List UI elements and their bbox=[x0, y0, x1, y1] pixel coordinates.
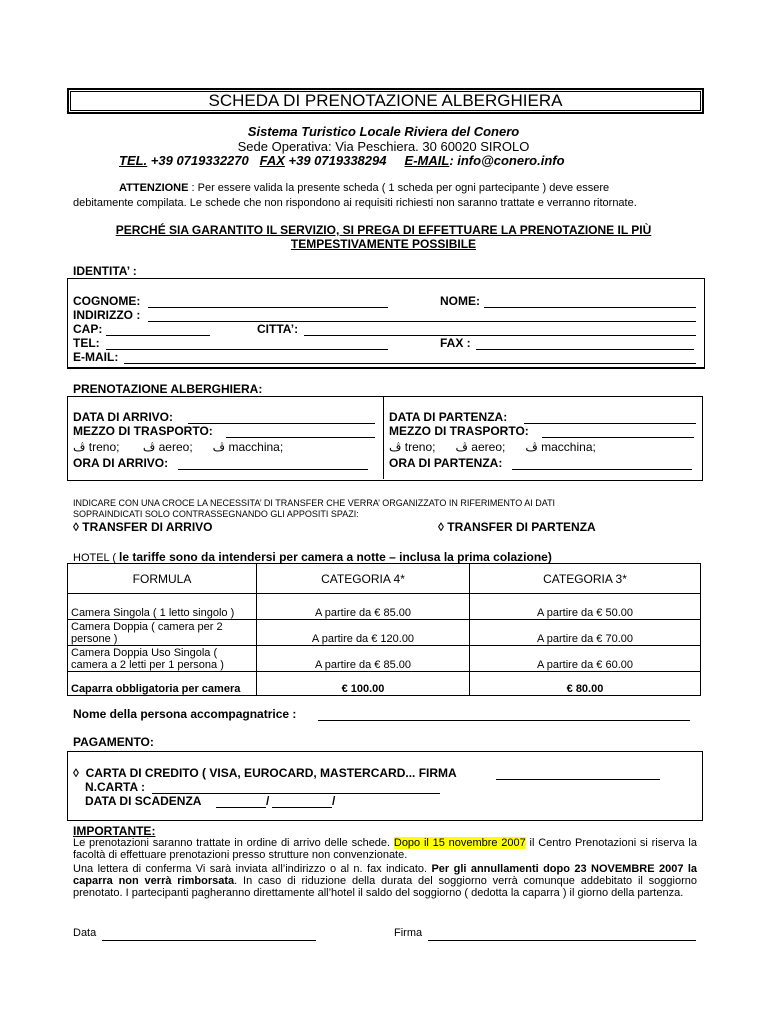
indirizzo-label: INDIRIZZO : bbox=[73, 308, 141, 322]
table-header-row bbox=[68, 564, 701, 594]
transfer-departure-option[interactable]: ◊ TRANSFER DI PARTENZA bbox=[438, 520, 596, 534]
departure-time-field[interactable] bbox=[512, 458, 692, 470]
fax-field-label: FAX : bbox=[440, 336, 471, 350]
fax-value: +39 0719338294 bbox=[284, 153, 387, 168]
card-number-field[interactable] bbox=[152, 782, 440, 794]
departure-date-label: DATA DI PARTENZA: bbox=[389, 410, 508, 424]
arrival-date-field[interactable] bbox=[188, 412, 375, 424]
hotel-heading: HOTEL ( le tariffe sono da intendersi per camera a notte – inclusa la prima colazione) bbox=[73, 550, 552, 564]
table-row bbox=[68, 594, 701, 620]
date-field[interactable] bbox=[102, 929, 316, 941]
price-cell: A partire da € 85.00 bbox=[257, 594, 470, 620]
tel-field-label: TEL: bbox=[73, 336, 100, 350]
departure-time-label: ORA DI PARTENZA: bbox=[389, 456, 503, 470]
transfer-note-1: INDICARE CON UNA CROCE LA NECESSITA’ DI TRANSFER CHE VERRA’ ORGANIZZATO IN RIFERIMENTO AI DATI bbox=[73, 498, 556, 508]
formula-cell: Camera Doppia ( camera per 2 persone ) bbox=[68, 620, 257, 646]
price-cell: A partire da € 60.00 bbox=[470, 646, 701, 672]
diamond-icon[interactable]: ◊ bbox=[73, 520, 79, 534]
diamond-icon[interactable]: ◊ bbox=[438, 520, 444, 534]
table-row bbox=[68, 646, 701, 672]
arrival-time-label: ORA DI ARRIVO: bbox=[73, 456, 169, 470]
formula-cell: Caparra obbligatoria per camera bbox=[68, 672, 257, 696]
checkbox-train-departure[interactable]: ڤ bbox=[389, 440, 402, 454]
tel-value: +39 0719332270 bbox=[147, 153, 249, 168]
citta-field[interactable] bbox=[304, 324, 696, 336]
arrival-transport-label: MEZZO DI TRASPORTO: bbox=[73, 424, 213, 438]
table-header: CATEGORIA 3* bbox=[470, 564, 701, 594]
organization-address: Sede Operativa: Via Peschiera. 30 60020 SIROLO bbox=[237, 139, 530, 154]
checkbox-plane-departure[interactable]: ڤ bbox=[455, 440, 468, 454]
price-cell: A partire da € 70.00 bbox=[470, 620, 701, 646]
cap-label: CAP: bbox=[73, 322, 103, 336]
table-header: CATEGORIA 4* bbox=[257, 564, 470, 594]
checkbox-car-arrival[interactable]: ڤ bbox=[212, 440, 226, 454]
important-heading: IMPORTANTE: bbox=[73, 824, 156, 838]
departure-date-field[interactable] bbox=[524, 412, 696, 424]
departure-transport-options: ڤ treno; ڤ aereo; ڤ macchina; bbox=[389, 440, 596, 454]
table-header: FORMULA bbox=[68, 564, 257, 594]
arrival-transport-field[interactable] bbox=[226, 426, 375, 438]
fax-field[interactable] bbox=[476, 338, 694, 350]
arrival-time-field[interactable] bbox=[178, 458, 368, 470]
organization-name: Sistema Turistico Locale Riviera del Conero bbox=[247, 124, 520, 139]
checkbox-train-arrival[interactable]: ڤ bbox=[73, 440, 86, 454]
email-value: : info@conero.info bbox=[449, 153, 565, 168]
expiry-year-field[interactable] bbox=[272, 796, 332, 808]
checkbox-plane-arrival[interactable]: ڤ bbox=[142, 440, 156, 454]
price-cell: A partire da € 85.00 bbox=[257, 646, 470, 672]
tel-label: TEL. bbox=[119, 153, 148, 168]
checkbox-car-departure[interactable]: ڤ bbox=[525, 440, 538, 454]
email-field-label: E-MAIL: bbox=[73, 350, 119, 364]
notice-line-1: ATTENZIONE : Per essere valida la presente scheda ( 1 scheda per ogni partecipante ) deve essere bbox=[119, 182, 610, 194]
identity-heading: IDENTITA’ : bbox=[73, 264, 137, 278]
companion-field[interactable] bbox=[318, 709, 690, 721]
signature-label: Firma bbox=[394, 927, 423, 939]
important-paragraph-1: Le prenotazioni saranno trattate in ordine di arrivo delle schede. Dopo il 15 novembre 2007 il Centro Prenotazioni si riserva la facoltà di effettuare prenotazioni presso strutture non convenzionate. bbox=[73, 837, 697, 861]
date-label: Data bbox=[73, 927, 97, 939]
departure-transport-field[interactable] bbox=[542, 426, 694, 438]
formula-cell: Camera Singola ( 1 letto singolo ) bbox=[68, 594, 257, 620]
page-title: SCHEDA DI PRENOTAZIONE ALBERGHIERA bbox=[67, 88, 704, 114]
signature-card-field[interactable] bbox=[496, 768, 660, 780]
payment-heading: PAGAMENTO: bbox=[73, 735, 154, 749]
expiry-slash: / bbox=[332, 794, 336, 808]
signature-field[interactable] bbox=[428, 929, 696, 941]
companion-label: Nome della persona accompagnatrice : bbox=[73, 707, 297, 721]
transfer-note-2: SOPRAINDICATI SOLO CONTRASSEGNANDO GLI APPOSITI SPAZI: bbox=[73, 509, 359, 519]
indirizzo-field[interactable] bbox=[148, 310, 696, 322]
booking-divider bbox=[383, 396, 384, 479]
nome-label: NOME: bbox=[440, 294, 480, 308]
price-cell: € 100.00 bbox=[257, 672, 470, 696]
notice-line-2: debitamente compilata. Le schede che non rispondono ai requisiti richiesti non saranno trattate e verranno ritornate. bbox=[73, 197, 637, 209]
rates-table bbox=[67, 563, 701, 696]
cap-field[interactable] bbox=[106, 324, 210, 336]
formula-cell: Camera Doppia Uso Singola ( camera a 2 letti per 1 persona ) bbox=[68, 646, 257, 672]
notice-label: ATTENZIONE bbox=[119, 182, 189, 194]
expiry-month-field[interactable] bbox=[216, 796, 266, 808]
departure-transport-label: MEZZO DI TRASPORTO: bbox=[389, 424, 529, 438]
diamond-icon[interactable]: ◊ bbox=[73, 766, 79, 780]
cognome-label: COGNOME: bbox=[73, 294, 141, 308]
nome-field[interactable] bbox=[484, 296, 696, 308]
price-cell: € 80.00 bbox=[470, 672, 701, 696]
tel-field[interactable] bbox=[106, 338, 388, 350]
booking-heading: PRENOTAZIONE ALBERGHIERA: bbox=[73, 382, 263, 396]
arrival-transport-options: ڤ treno; ڤ aereo; ڤ macchina; bbox=[73, 440, 284, 454]
expiry-slash: / bbox=[266, 794, 270, 808]
arrival-date-label: DATA DI ARRIVO: bbox=[73, 410, 173, 424]
credit-card-option[interactable]: ◊ CARTA DI CREDITO ( VISA, EUROCARD, MASTERCARD... FIRMA bbox=[73, 766, 457, 780]
card-number-label: N.CARTA : bbox=[85, 780, 145, 794]
price-cell: A partire da € 50.00 bbox=[470, 594, 701, 620]
fax-label: FAX bbox=[259, 153, 285, 168]
urgent-line-1: PERCHÉ SIA GARANTITO IL SERVIZIO, SI PREGA DI EFFETTUARE LA PRENOTAZIONE IL PIÙ bbox=[115, 223, 652, 237]
email-field[interactable] bbox=[124, 352, 696, 364]
cognome-field[interactable] bbox=[148, 296, 388, 308]
urgent-line-2: TEMPESTIVAMENTE POSSIBILE bbox=[290, 237, 477, 251]
transfer-arrival-option[interactable]: ◊ TRANSFER DI ARRIVO bbox=[73, 520, 213, 534]
important-paragraph-2: Una lettera di conferma Vi sarà inviata all’indirizzo o al n. fax indicato. Per gli annullamenti dopo 23 NOVEMBRE 2007 la caparra non verrà rimborsata. In caso di riduzione della durata del soggiorno verrà comunque addebitato il soggiorno prenotato. I partecipanti pagheranno direttamente all’hotel il saldo del soggiorno ( dedotta la caparra ) il giorno della partenza. bbox=[73, 863, 698, 899]
price-cell: A partire da € 120.00 bbox=[257, 620, 470, 646]
highlighted-date: Dopo il 15 novembre 2007 bbox=[393, 837, 526, 849]
citta-label: CITTA’: bbox=[257, 322, 299, 336]
table-row bbox=[68, 620, 701, 646]
contact-line bbox=[119, 153, 719, 168]
expiry-label: DATA DI SCADENZA bbox=[85, 794, 202, 808]
email-label: E-MAIL bbox=[404, 153, 450, 168]
table-row-deposit bbox=[68, 672, 701, 696]
